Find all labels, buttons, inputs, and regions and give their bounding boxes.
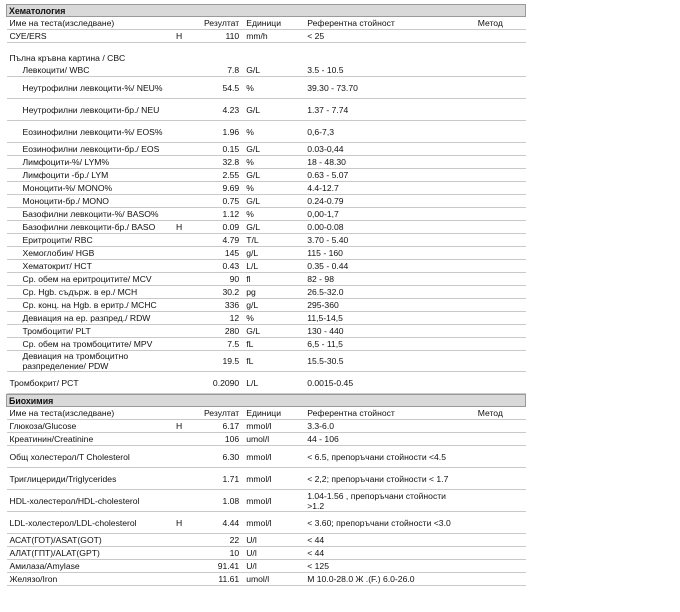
flag-indicator: [174, 573, 192, 586]
result-value: 336: [192, 299, 244, 312]
units-value: fL: [243, 338, 305, 351]
units-value: mmol/l: [243, 490, 305, 512]
col-result-header: Резултат: [192, 17, 244, 30]
test-name: Неутрофилни левкоцити-%/ NEU%: [7, 77, 174, 99]
units-value: T/L: [243, 234, 305, 247]
flag-indicator: [174, 299, 192, 312]
col-method-header: Метод: [455, 407, 525, 420]
test-name: Девиация на тромбоцитно разпределение/ PDW: [7, 351, 174, 372]
reference-range: 0,00-1,7: [305, 208, 455, 221]
table-row: [7, 169, 526, 182]
flag-indicator: [174, 338, 192, 351]
method-value: [455, 260, 525, 273]
test-name: Амилаза/Amylase: [7, 560, 174, 573]
table-row: [7, 325, 526, 338]
flag-indicator: [174, 433, 192, 446]
subsection-title: Пълна кръвна картина / CBC: [9, 53, 126, 63]
section-header-biochemistry: [7, 395, 526, 407]
table-row: [7, 260, 526, 273]
result-value: 4.23: [192, 99, 244, 121]
col-name-header: Име на теста(изследване): [7, 407, 174, 420]
result-value: 1.71: [192, 468, 244, 490]
method-value: [455, 77, 525, 99]
method-value: [455, 143, 525, 156]
test-name: Ср. Hgb. съдърж. в ер./ MCH: [7, 286, 174, 299]
flag-indicator: [174, 99, 192, 121]
result-value: 6.17: [192, 420, 244, 433]
reference-range: 6,5 - 11,5: [305, 338, 455, 351]
method-value: [455, 338, 525, 351]
method-value: [455, 121, 525, 143]
flag-indicator: [174, 77, 192, 99]
table-row: [7, 182, 526, 195]
method-value: [455, 99, 525, 121]
method-value: [455, 156, 525, 169]
flag-indicator: [174, 468, 192, 490]
col-reference-header: Референтна стойност: [305, 17, 455, 30]
method-value: [455, 234, 525, 247]
table-row: [7, 77, 526, 99]
reference-range: 115 - 160: [305, 247, 455, 260]
result-value: 7.5: [192, 338, 244, 351]
reference-range: < 3.60; препоръчани стойности <3.0: [305, 512, 455, 534]
table-row: [7, 299, 526, 312]
reference-range: 39.30 - 73.70: [305, 77, 455, 99]
col-method-header: Метод: [455, 17, 525, 30]
table-row: [7, 221, 526, 234]
test-name: АСАТ(ГОТ)/ASAT(GOT): [7, 534, 174, 547]
test-name: HDL-холестерол/HDL-cholesterol: [7, 490, 174, 512]
reference-range: 4.4-12.7: [305, 182, 455, 195]
result-value: 1.96: [192, 121, 244, 143]
flag-indicator: H: [174, 30, 192, 43]
units-value: fL: [243, 351, 305, 372]
col-units-header: Единици: [243, 407, 305, 420]
reference-range: < 2,2; препоръчани стойности < 1.7: [305, 468, 455, 490]
method-value: [455, 247, 525, 260]
method-value: [455, 420, 525, 433]
result-value: 106: [192, 433, 244, 446]
col-name-header: Име на теста(изследване): [7, 17, 174, 30]
table-row: [7, 312, 526, 325]
method-value: [455, 512, 525, 534]
test-name: Хемоглобин/ HGB: [7, 247, 174, 260]
test-name: Девиация на ер. разпред./ RDW: [7, 312, 174, 325]
flag-indicator: [174, 372, 192, 394]
test-name: Ср. обем на тромбоцитите/ MPV: [7, 338, 174, 351]
column-header-row: [7, 17, 526, 30]
result-value: 4.44: [192, 512, 244, 534]
flag-indicator: [174, 560, 192, 573]
test-name: АЛАТ(ГПТ)/ALAT(GPT): [7, 547, 174, 560]
table-row: [7, 30, 526, 43]
flag-indicator: [174, 208, 192, 221]
method-value: [455, 273, 525, 286]
hematology-rows: [7, 30, 526, 394]
table-row: [7, 247, 526, 260]
section-title: Хематология: [7, 5, 526, 17]
units-value: mmol/l: [243, 468, 305, 490]
units-value: g/L: [243, 299, 305, 312]
flag-indicator: [174, 64, 192, 77]
biochemistry-table: [6, 394, 526, 586]
method-value: [455, 195, 525, 208]
method-value: [455, 534, 525, 547]
reference-range: 1.04-1.56 , препоръчани стойности >1.2: [305, 490, 455, 512]
result-value: 280: [192, 325, 244, 338]
reference-range: 130 - 440: [305, 325, 455, 338]
test-name: Глюкоза/Glucose: [7, 420, 174, 433]
flag-indicator: [174, 547, 192, 560]
table-row: [7, 351, 526, 372]
method-value: [455, 208, 525, 221]
flag-indicator: H: [174, 420, 192, 433]
result-value: 145: [192, 247, 244, 260]
section-header-hematology: [7, 5, 526, 17]
table-row: [7, 420, 526, 433]
method-value: [455, 299, 525, 312]
flag-indicator: [174, 286, 192, 299]
flag-indicator: [174, 143, 192, 156]
table-row: [7, 372, 526, 394]
flag-indicator: [174, 234, 192, 247]
flag-indicator: [174, 169, 192, 182]
reference-range: 3.3-6.0: [305, 420, 455, 433]
col-result-header: Резултат: [192, 407, 244, 420]
method-value: [455, 351, 525, 372]
units-value: umol/l: [243, 573, 305, 586]
units-value: U/l: [243, 547, 305, 560]
result-value: 1.08: [192, 490, 244, 512]
lab-results-sheet: [6, 4, 526, 586]
units-value: %: [243, 156, 305, 169]
result-value: 22: [192, 534, 244, 547]
flag-indicator: [174, 182, 192, 195]
table-row: [7, 560, 526, 573]
method-value: [455, 221, 525, 234]
result-value: 11.61: [192, 573, 244, 586]
method-value: [455, 312, 525, 325]
units-value: G/L: [243, 99, 305, 121]
test-name: Тромбокрит/ PCT: [7, 372, 174, 394]
result-value: 19.5: [192, 351, 244, 372]
test-name: Базофилни левкоцити-бр./ BASO: [7, 221, 174, 234]
result-value: 0.43: [192, 260, 244, 273]
test-name: Лимфоцити-%/ LYM%: [7, 156, 174, 169]
result-value: 1.12: [192, 208, 244, 221]
table-row: [7, 273, 526, 286]
method-value: [455, 169, 525, 182]
table-row: [7, 121, 526, 143]
result-value: 54.5: [192, 77, 244, 99]
table-row: [7, 208, 526, 221]
flag-indicator: [174, 195, 192, 208]
method-value: [455, 325, 525, 338]
units-value: G/L: [243, 325, 305, 338]
result-value: 12: [192, 312, 244, 325]
test-name: Моноцити-бр./ MONO: [7, 195, 174, 208]
table-row: [7, 446, 526, 468]
units-value: U/l: [243, 560, 305, 573]
reference-range: 0.03-0,44: [305, 143, 455, 156]
result-value: 0.2090: [192, 372, 244, 394]
result-value: 30.2: [192, 286, 244, 299]
reference-range: 0.24-0.79: [305, 195, 455, 208]
units-value: mm/h: [243, 30, 305, 43]
test-name: Еозинофилни левкоцити-бр./ EOS: [7, 143, 174, 156]
units-value: %: [243, 208, 305, 221]
test-name: Левкоцити/ WBC: [7, 64, 174, 77]
units-value: G/L: [243, 221, 305, 234]
units-value: L/L: [243, 260, 305, 273]
table-row: [7, 156, 526, 169]
reference-range: 1.37 - 7.74: [305, 99, 455, 121]
units-value: %: [243, 77, 305, 99]
flag-indicator: [174, 312, 192, 325]
subsection-title-row: [7, 52, 526, 64]
flag-indicator: [174, 247, 192, 260]
flag-indicator: [174, 490, 192, 512]
result-value: 110: [192, 30, 244, 43]
units-value: L/L: [243, 372, 305, 394]
units-value: %: [243, 121, 305, 143]
table-row: [7, 234, 526, 247]
table-row: [7, 573, 526, 586]
reference-range: М 10.0-28.0 Ж .(F.) 6.0-26.0: [305, 573, 455, 586]
method-value: [455, 182, 525, 195]
units-value: G/L: [243, 143, 305, 156]
test-name: Ср. конц. на Hgb. в еритр./ MCHC: [7, 299, 174, 312]
units-value: g/L: [243, 247, 305, 260]
reference-range: 11,5-14,5: [305, 312, 455, 325]
test-name: Неутрофилни левкоцити-бр./ NEU: [7, 99, 174, 121]
test-name: Тромбоцити/ PLT: [7, 325, 174, 338]
method-value: [455, 573, 525, 586]
result-value: 7.8: [192, 64, 244, 77]
result-value: 0.15: [192, 143, 244, 156]
units-value: U/l: [243, 534, 305, 547]
test-name: LDL-холестерол/LDL-cholesterol: [7, 512, 174, 534]
units-value: G/L: [243, 169, 305, 182]
reference-range: 18 - 48.30: [305, 156, 455, 169]
reference-range: 82 - 98: [305, 273, 455, 286]
table-row: [7, 64, 526, 77]
method-value: [455, 433, 525, 446]
reference-range: 3.70 - 5.40: [305, 234, 455, 247]
result-value: 0.09: [192, 221, 244, 234]
units-value: %: [243, 182, 305, 195]
test-name: СУЕ/ERS: [7, 30, 174, 43]
table-row: [7, 99, 526, 121]
table-row: [7, 547, 526, 560]
flag-indicator: H: [174, 221, 192, 234]
method-value: [455, 490, 525, 512]
col-reference-header: Референтна стойност: [305, 407, 455, 420]
method-value: [455, 547, 525, 560]
method-value: [455, 560, 525, 573]
result-value: 91.41: [192, 560, 244, 573]
flag-indicator: [174, 156, 192, 169]
test-name: Общ холестерол/T Cholesterol: [7, 446, 174, 468]
flag-indicator: [174, 534, 192, 547]
flag-indicator: [174, 446, 192, 468]
reference-range: 3.5 - 10.5: [305, 64, 455, 77]
flag-indicator: [174, 121, 192, 143]
table-row: [7, 468, 526, 490]
hematology-table: [6, 4, 526, 394]
units-value: mmol/l: [243, 420, 305, 433]
flag-indicator: [174, 351, 192, 372]
test-name: Триглицериди/Triglycerides: [7, 468, 174, 490]
units-value: mmol/l: [243, 446, 305, 468]
method-value: [455, 468, 525, 490]
test-name: Желязо/Iron: [7, 573, 174, 586]
result-value: 0.75: [192, 195, 244, 208]
flag-indicator: [174, 260, 192, 273]
units-value: mmol/l: [243, 512, 305, 534]
method-value: [455, 64, 525, 77]
table-row: [7, 195, 526, 208]
reference-range: 0.63 - 5.07: [305, 169, 455, 182]
table-row: [7, 286, 526, 299]
biochemistry-rows: [7, 420, 526, 586]
result-value: 4.79: [192, 234, 244, 247]
result-value: 32.8: [192, 156, 244, 169]
table-row: [7, 338, 526, 351]
units-value: G/L: [243, 195, 305, 208]
section-title: Биохимия: [7, 395, 526, 407]
reference-range: 26.5-32.0: [305, 286, 455, 299]
reference-range: 0,6-7,3: [305, 121, 455, 143]
table-row: [7, 534, 526, 547]
result-value: 90: [192, 273, 244, 286]
column-header-row: [7, 407, 526, 420]
test-name: Еозинофилни левкоцити-%/ EOS%: [7, 121, 174, 143]
method-value: [455, 446, 525, 468]
result-value: 10: [192, 547, 244, 560]
reference-range: 44 - 106: [305, 433, 455, 446]
test-name: Креатинин/Creatinine: [7, 433, 174, 446]
reference-range: 15.5-30.5: [305, 351, 455, 372]
reference-range: 0.00-0.08: [305, 221, 455, 234]
test-name: Ср. обем на еритроцитите/ MCV: [7, 273, 174, 286]
method-value: [455, 286, 525, 299]
flag-indicator: [174, 273, 192, 286]
test-name: Хематокрит/ HCT: [7, 260, 174, 273]
reference-range: < 125: [305, 560, 455, 573]
units-value: pg: [243, 286, 305, 299]
reference-range: 295-360: [305, 299, 455, 312]
units-value: umol/l: [243, 433, 305, 446]
units-value: fl: [243, 273, 305, 286]
units-value: %: [243, 312, 305, 325]
test-name: Моноцити-%/ MONO%: [7, 182, 174, 195]
test-name: Лимфоцити -бр./ LYM: [7, 169, 174, 182]
reference-range: < 44: [305, 547, 455, 560]
table-row: [7, 490, 526, 512]
method-value: [455, 30, 525, 43]
reference-range: 0.0015-0.45: [305, 372, 455, 394]
table-row: [7, 143, 526, 156]
method-value: [455, 372, 525, 394]
spacer-row: [7, 43, 526, 53]
result-value: 6.30: [192, 446, 244, 468]
reference-range: < 25: [305, 30, 455, 43]
reference-range: < 44: [305, 534, 455, 547]
result-value: 9.69: [192, 182, 244, 195]
table-row: [7, 433, 526, 446]
col-units-header: Единици: [243, 17, 305, 30]
result-value: 2.55: [192, 169, 244, 182]
reference-range: 0.35 - 0.44: [305, 260, 455, 273]
units-value: G/L: [243, 64, 305, 77]
table-row: [7, 512, 526, 534]
test-name: Еритроцити/ RBC: [7, 234, 174, 247]
flag-indicator: [174, 325, 192, 338]
test-name: Базофилни левкоцити-%/ BASO%: [7, 208, 174, 221]
reference-range: < 6.5, препоръчани стойности <4.5: [305, 446, 455, 468]
flag-indicator: H: [174, 512, 192, 534]
